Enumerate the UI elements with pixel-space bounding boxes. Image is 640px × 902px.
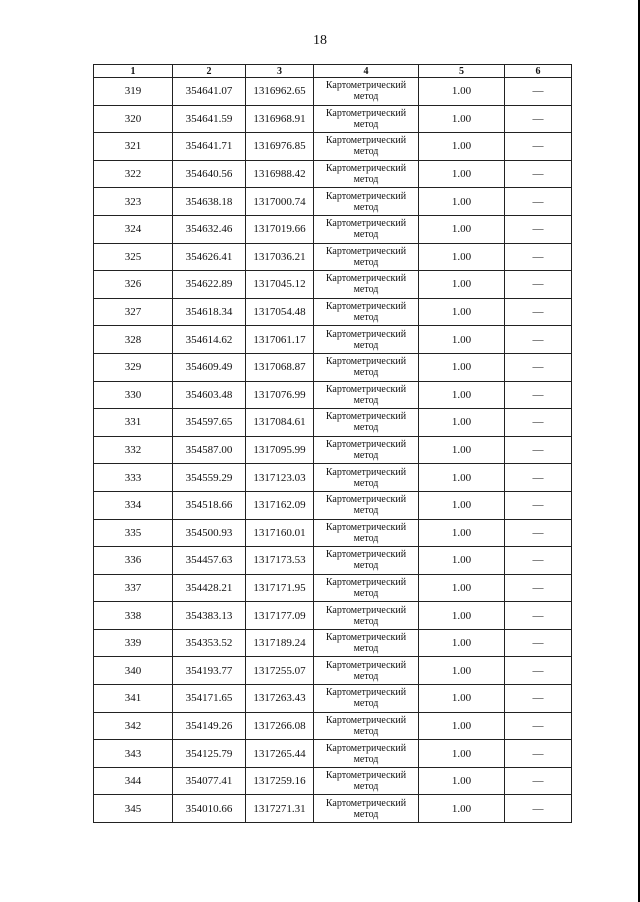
x-coordinate-cell: 354626.41 [173,243,246,271]
x-coordinate-cell: 354500.93 [173,519,246,547]
x-coordinate-cell: 354603.48 [173,381,246,409]
x-coordinate-cell: 354149.26 [173,712,246,740]
y-coordinate-cell: 1317173.53 [246,547,314,575]
accuracy-cell: 1.00 [419,409,505,437]
description-cell: — [505,657,572,685]
point-number-cell: 335 [94,519,173,547]
description-cell: — [505,464,572,492]
table-row [94,740,572,768]
x-coordinate-cell: 354641.71 [173,133,246,161]
method-cell: Картометрический метод [314,215,419,243]
table-row [94,381,572,409]
method-cell: Картометрический метод [314,464,419,492]
point-number-cell: 331 [94,409,173,437]
table-body [94,78,572,823]
y-coordinate-cell: 1317068.87 [246,353,314,381]
accuracy-cell: 1.00 [419,243,505,271]
accuracy-cell: 1.00 [419,519,505,547]
accuracy-cell: 1.00 [419,105,505,133]
y-coordinate-cell: 1317189.24 [246,629,314,657]
coordinates-table [93,64,572,823]
description-cell: — [505,215,572,243]
method-cell: Картометрический метод [314,133,419,161]
method-cell: Картометрический метод [314,78,419,106]
point-number-cell: 334 [94,491,173,519]
description-cell: — [505,740,572,768]
y-coordinate-cell: 1317162.09 [246,491,314,519]
point-number-cell: 341 [94,685,173,713]
method-cell: Картометрический метод [314,767,419,795]
point-number-cell: 343 [94,740,173,768]
description-cell: — [505,547,572,575]
x-coordinate-cell: 354641.59 [173,105,246,133]
x-coordinate-cell: 354193.77 [173,657,246,685]
y-coordinate-cell: 1317265.44 [246,740,314,768]
description-cell: — [505,353,572,381]
description-cell: — [505,78,572,106]
accuracy-cell: 1.00 [419,436,505,464]
description-cell: — [505,271,572,299]
table-header-row [94,65,572,78]
accuracy-cell: 1.00 [419,464,505,492]
accuracy-cell: 1.00 [419,160,505,188]
table-row [94,602,572,630]
point-number-cell: 327 [94,298,173,326]
table-row [94,215,572,243]
table-row [94,326,572,354]
table-row [94,160,572,188]
point-number-cell: 333 [94,464,173,492]
column-header: 4 [314,65,419,78]
method-cell: Картометрический метод [314,657,419,685]
point-number-cell: 320 [94,105,173,133]
x-coordinate-cell: 354125.79 [173,740,246,768]
table-row [94,629,572,657]
x-coordinate-cell: 354641.07 [173,78,246,106]
x-coordinate-cell: 354609.49 [173,353,246,381]
accuracy-cell: 1.00 [419,78,505,106]
point-number-cell: 332 [94,436,173,464]
table-row [94,574,572,602]
x-coordinate-cell: 354518.66 [173,491,246,519]
description-cell: — [505,133,572,161]
table-row [94,767,572,795]
y-coordinate-cell: 1317259.16 [246,767,314,795]
description-cell: — [505,436,572,464]
x-coordinate-cell: 354171.65 [173,685,246,713]
accuracy-cell: 1.00 [419,685,505,713]
method-cell: Картометрический метод [314,436,419,464]
y-coordinate-cell: 1317036.21 [246,243,314,271]
method-cell: Картометрический метод [314,740,419,768]
column-header: 5 [419,65,505,78]
table-row [94,243,572,271]
y-coordinate-cell: 1317160.01 [246,519,314,547]
column-header: 6 [505,65,572,78]
y-coordinate-cell: 1316988.42 [246,160,314,188]
x-coordinate-cell: 354638.18 [173,188,246,216]
description-cell: — [505,326,572,354]
point-number-cell: 328 [94,326,173,354]
accuracy-cell: 1.00 [419,629,505,657]
x-coordinate-cell: 354640.56 [173,160,246,188]
method-cell: Картометрический метод [314,160,419,188]
method-cell: Картометрический метод [314,795,419,823]
y-coordinate-cell: 1317255.07 [246,657,314,685]
page-number: 18 [313,33,327,48]
description-cell: — [505,491,572,519]
accuracy-cell: 1.00 [419,657,505,685]
column-header: 3 [246,65,314,78]
y-coordinate-cell: 1316976.85 [246,133,314,161]
table-row [94,353,572,381]
x-coordinate-cell: 354632.46 [173,215,246,243]
x-coordinate-cell: 354597.65 [173,409,246,437]
column-header: 2 [173,65,246,78]
point-number-cell: 323 [94,188,173,216]
table-row [94,685,572,713]
accuracy-cell: 1.00 [419,326,505,354]
description-cell: — [505,602,572,630]
method-cell: Картометрический метод [314,271,419,299]
table-row [94,78,572,106]
y-coordinate-cell: 1317019.66 [246,215,314,243]
accuracy-cell: 1.00 [419,381,505,409]
description-cell: — [505,767,572,795]
method-cell: Картометрический метод [314,712,419,740]
table-row [94,436,572,464]
description-cell: — [505,298,572,326]
x-coordinate-cell: 354559.29 [173,464,246,492]
table-row [94,519,572,547]
table-row [94,133,572,161]
y-coordinate-cell: 1317061.17 [246,326,314,354]
description-cell: — [505,629,572,657]
description-cell: — [505,243,572,271]
accuracy-cell: 1.00 [419,712,505,740]
point-number-cell: 326 [94,271,173,299]
accuracy-cell: 1.00 [419,767,505,795]
point-number-cell: 340 [94,657,173,685]
method-cell: Картометрический метод [314,298,419,326]
accuracy-cell: 1.00 [419,574,505,602]
table-row [94,188,572,216]
point-number-cell: 319 [94,78,173,106]
y-coordinate-cell: 1317177.09 [246,602,314,630]
description-cell: — [505,160,572,188]
table-row [94,105,572,133]
x-coordinate-cell: 354383.13 [173,602,246,630]
table-row [94,712,572,740]
y-coordinate-cell: 1317271.31 [246,795,314,823]
accuracy-cell: 1.00 [419,740,505,768]
description-cell: — [505,188,572,216]
table-row [94,795,572,823]
point-number-cell: 344 [94,767,173,795]
table-row [94,657,572,685]
table-row [94,298,572,326]
accuracy-cell: 1.00 [419,353,505,381]
method-cell: Картометрический метод [314,353,419,381]
method-cell: Картометрический метод [314,243,419,271]
description-cell: — [505,105,572,133]
point-number-cell: 330 [94,381,173,409]
description-cell: — [505,409,572,437]
accuracy-cell: 1.00 [419,547,505,575]
point-number-cell: 342 [94,712,173,740]
table-row [94,409,572,437]
method-cell: Картометрический метод [314,409,419,437]
x-coordinate-cell: 354614.62 [173,326,246,354]
y-coordinate-cell: 1317045.12 [246,271,314,299]
accuracy-cell: 1.00 [419,491,505,519]
y-coordinate-cell: 1317095.99 [246,436,314,464]
point-number-cell: 321 [94,133,173,161]
method-cell: Картометрический метод [314,629,419,657]
x-coordinate-cell: 354077.41 [173,767,246,795]
y-coordinate-cell: 1317054.48 [246,298,314,326]
accuracy-cell: 1.00 [419,298,505,326]
point-number-cell: 322 [94,160,173,188]
y-coordinate-cell: 1317000.74 [246,188,314,216]
table-row [94,491,572,519]
method-cell: Картометрический метод [314,519,419,547]
description-cell: — [505,381,572,409]
table-row [94,547,572,575]
description-cell: — [505,574,572,602]
point-number-cell: 324 [94,215,173,243]
method-cell: Картометрический метод [314,685,419,713]
point-number-cell: 339 [94,629,173,657]
method-cell: Картометрический метод [314,547,419,575]
x-coordinate-cell: 354353.52 [173,629,246,657]
accuracy-cell: 1.00 [419,271,505,299]
accuracy-cell: 1.00 [419,133,505,161]
x-coordinate-cell: 354622.89 [173,271,246,299]
accuracy-cell: 1.00 [419,795,505,823]
method-cell: Картометрический метод [314,188,419,216]
description-cell: — [505,712,572,740]
point-number-cell: 336 [94,547,173,575]
point-number-cell: 338 [94,602,173,630]
method-cell: Картометрический метод [314,602,419,630]
y-coordinate-cell: 1317266.08 [246,712,314,740]
y-coordinate-cell: 1317076.99 [246,381,314,409]
point-number-cell: 345 [94,795,173,823]
point-number-cell: 337 [94,574,173,602]
description-cell: — [505,795,572,823]
x-coordinate-cell: 354010.66 [173,795,246,823]
method-cell: Картометрический метод [314,491,419,519]
x-coordinate-cell: 354428.21 [173,574,246,602]
x-coordinate-cell: 354618.34 [173,298,246,326]
point-number-cell: 329 [94,353,173,381]
y-coordinate-cell: 1316962.65 [246,78,314,106]
method-cell: Картометрический метод [314,574,419,602]
x-coordinate-cell: 354587.00 [173,436,246,464]
y-coordinate-cell: 1317263.43 [246,685,314,713]
y-coordinate-cell: 1317123.03 [246,464,314,492]
method-cell: Картометрический метод [314,326,419,354]
accuracy-cell: 1.00 [419,602,505,630]
y-coordinate-cell: 1317171.95 [246,574,314,602]
method-cell: Картометрический метод [314,381,419,409]
table-row [94,271,572,299]
method-cell: Картометрический метод [314,105,419,133]
y-coordinate-cell: 1317084.61 [246,409,314,437]
description-cell: — [505,685,572,713]
description-cell: — [505,519,572,547]
point-number-cell: 325 [94,243,173,271]
accuracy-cell: 1.00 [419,188,505,216]
table-row [94,464,572,492]
accuracy-cell: 1.00 [419,215,505,243]
x-coordinate-cell: 354457.63 [173,547,246,575]
y-coordinate-cell: 1316968.91 [246,105,314,133]
column-header: 1 [94,65,173,78]
